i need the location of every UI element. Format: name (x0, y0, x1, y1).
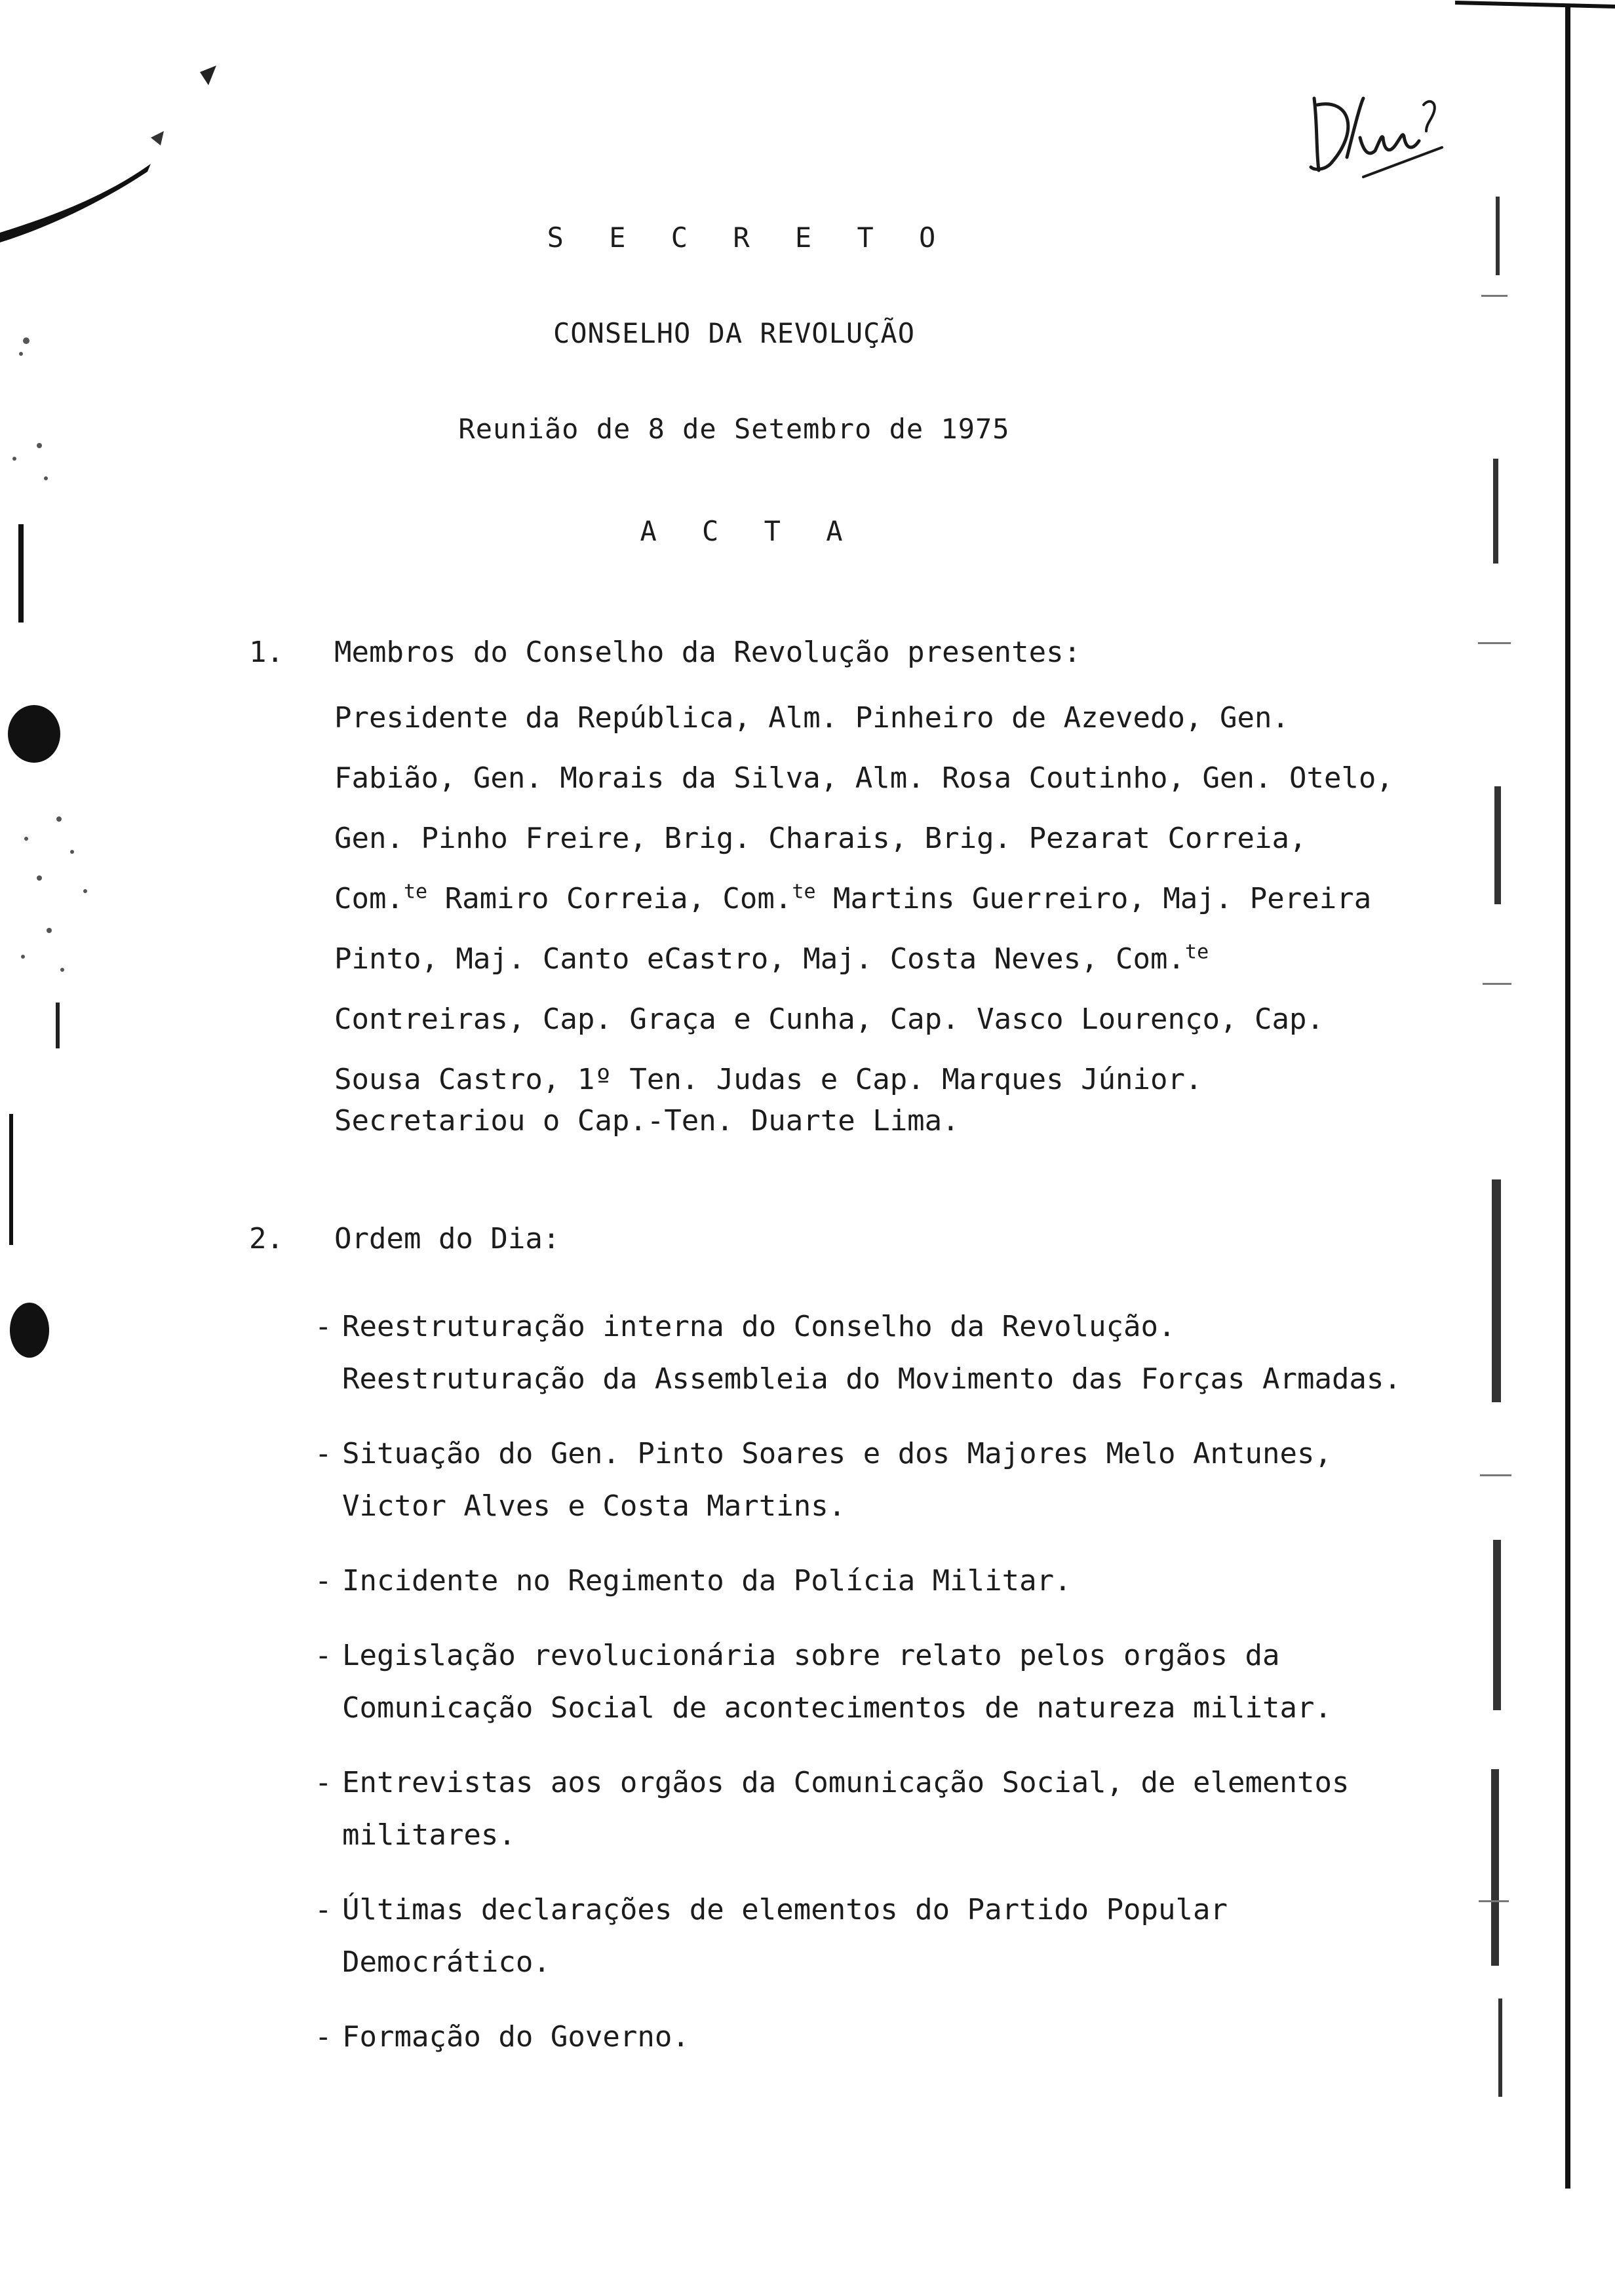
agenda-item (315, 1884, 1429, 1989)
agenda-item (315, 1301, 1429, 1406)
agenda-item (315, 1555, 1429, 1607)
meeting-date: Reunião de 8 de Setembro de 1975 (458, 413, 1010, 445)
superscript-te: te (1185, 940, 1209, 964)
superscript-te: te (403, 880, 428, 904)
agenda-item (315, 1428, 1429, 1533)
agenda-list (315, 1301, 1429, 2086)
agenda-item (315, 1630, 1429, 1734)
council-title: CONSELHO DA REVOLUÇÃO (553, 317, 915, 349)
agenda-item-text: Reestruturação interna do Conselho da Revolução. Reestruturação da Assembleia do Movimento das Forças Armadas. (342, 1310, 1401, 1396)
agenda-item-text: Formação do Governo. (342, 2020, 690, 2054)
agenda-item-text: Entrevistas aos orgãos da Comunicação Social, de elementos militares. (342, 1766, 1350, 1852)
list-dash: - (315, 1639, 332, 1672)
left-edge-scan-artifacts (0, 0, 223, 1442)
secretary-line: Secretariou o Cap.-Ten. Duarte Lima. (334, 1104, 960, 1138)
section-heading: Membros do Conselho da Revolução presentes: (334, 636, 1081, 669)
agenda-item (315, 2011, 1429, 2063)
members-text-part: Martins Guerreiro, Maj. Pereira Pinto, Maj. Canto eCastro, Maj. Costa Neves, Com. (334, 882, 1372, 976)
members-text-part: Ramiro Correia, Com. (427, 882, 792, 915)
superscript-te: te (792, 880, 816, 904)
agenda-item-text: Últimas declarações de elementos do Partido Popular Democrático. (342, 1893, 1228, 1979)
members-text-part: Presidente da República, Alm. Pinheiro de Azevedo, Gen. Fabião, Gen. Morais da Silva, Alm. Rosa Coutinho, Gen. Otelo, Gen. Pinho Freire, Brig. Charais, Brig. Pezarat Correia, Com. (334, 701, 1393, 915)
list-dash: - (315, 1893, 332, 1926)
agenda-item-text: Incidente no Regimento da Polícia Militar. (342, 1564, 1072, 1598)
right-edge-scan-artifacts (1455, 0, 1615, 2296)
list-dash: - (315, 2020, 332, 2054)
agenda-item-text: Legislação revolucionária sobre relato pelos orgãos da Comunicação Social de acontecimentos de natureza militar. (342, 1639, 1332, 1725)
document-type-title: A C T A (640, 515, 857, 547)
agenda-item-text: Situação do Gen. Pinto Soares e dos Majores Melo Antunes, Victor Alves e Costa Martins. (342, 1437, 1332, 1523)
list-dash: - (315, 1564, 332, 1598)
section-number: 1. (249, 636, 284, 669)
list-dash: - (315, 1766, 332, 1799)
list-dash: - (315, 1310, 332, 1343)
classification-label: S E C R E T O (547, 221, 950, 254)
members-text-part: Contreiras, Cap. Graça e Cunha, Cap. Vasco Lourenço, Cap. Sousa Castro, 1º Ten. Judas e Cap. Marques Júnior. (334, 1003, 1324, 1096)
section-heading: Ordem do Dia: (334, 1222, 560, 1255)
list-dash: - (315, 1437, 332, 1470)
section-number: 2. (249, 1222, 284, 1255)
members-list (334, 688, 1409, 1110)
handwritten-initials-signature (1298, 59, 1455, 183)
agenda-item (315, 1757, 1429, 1862)
